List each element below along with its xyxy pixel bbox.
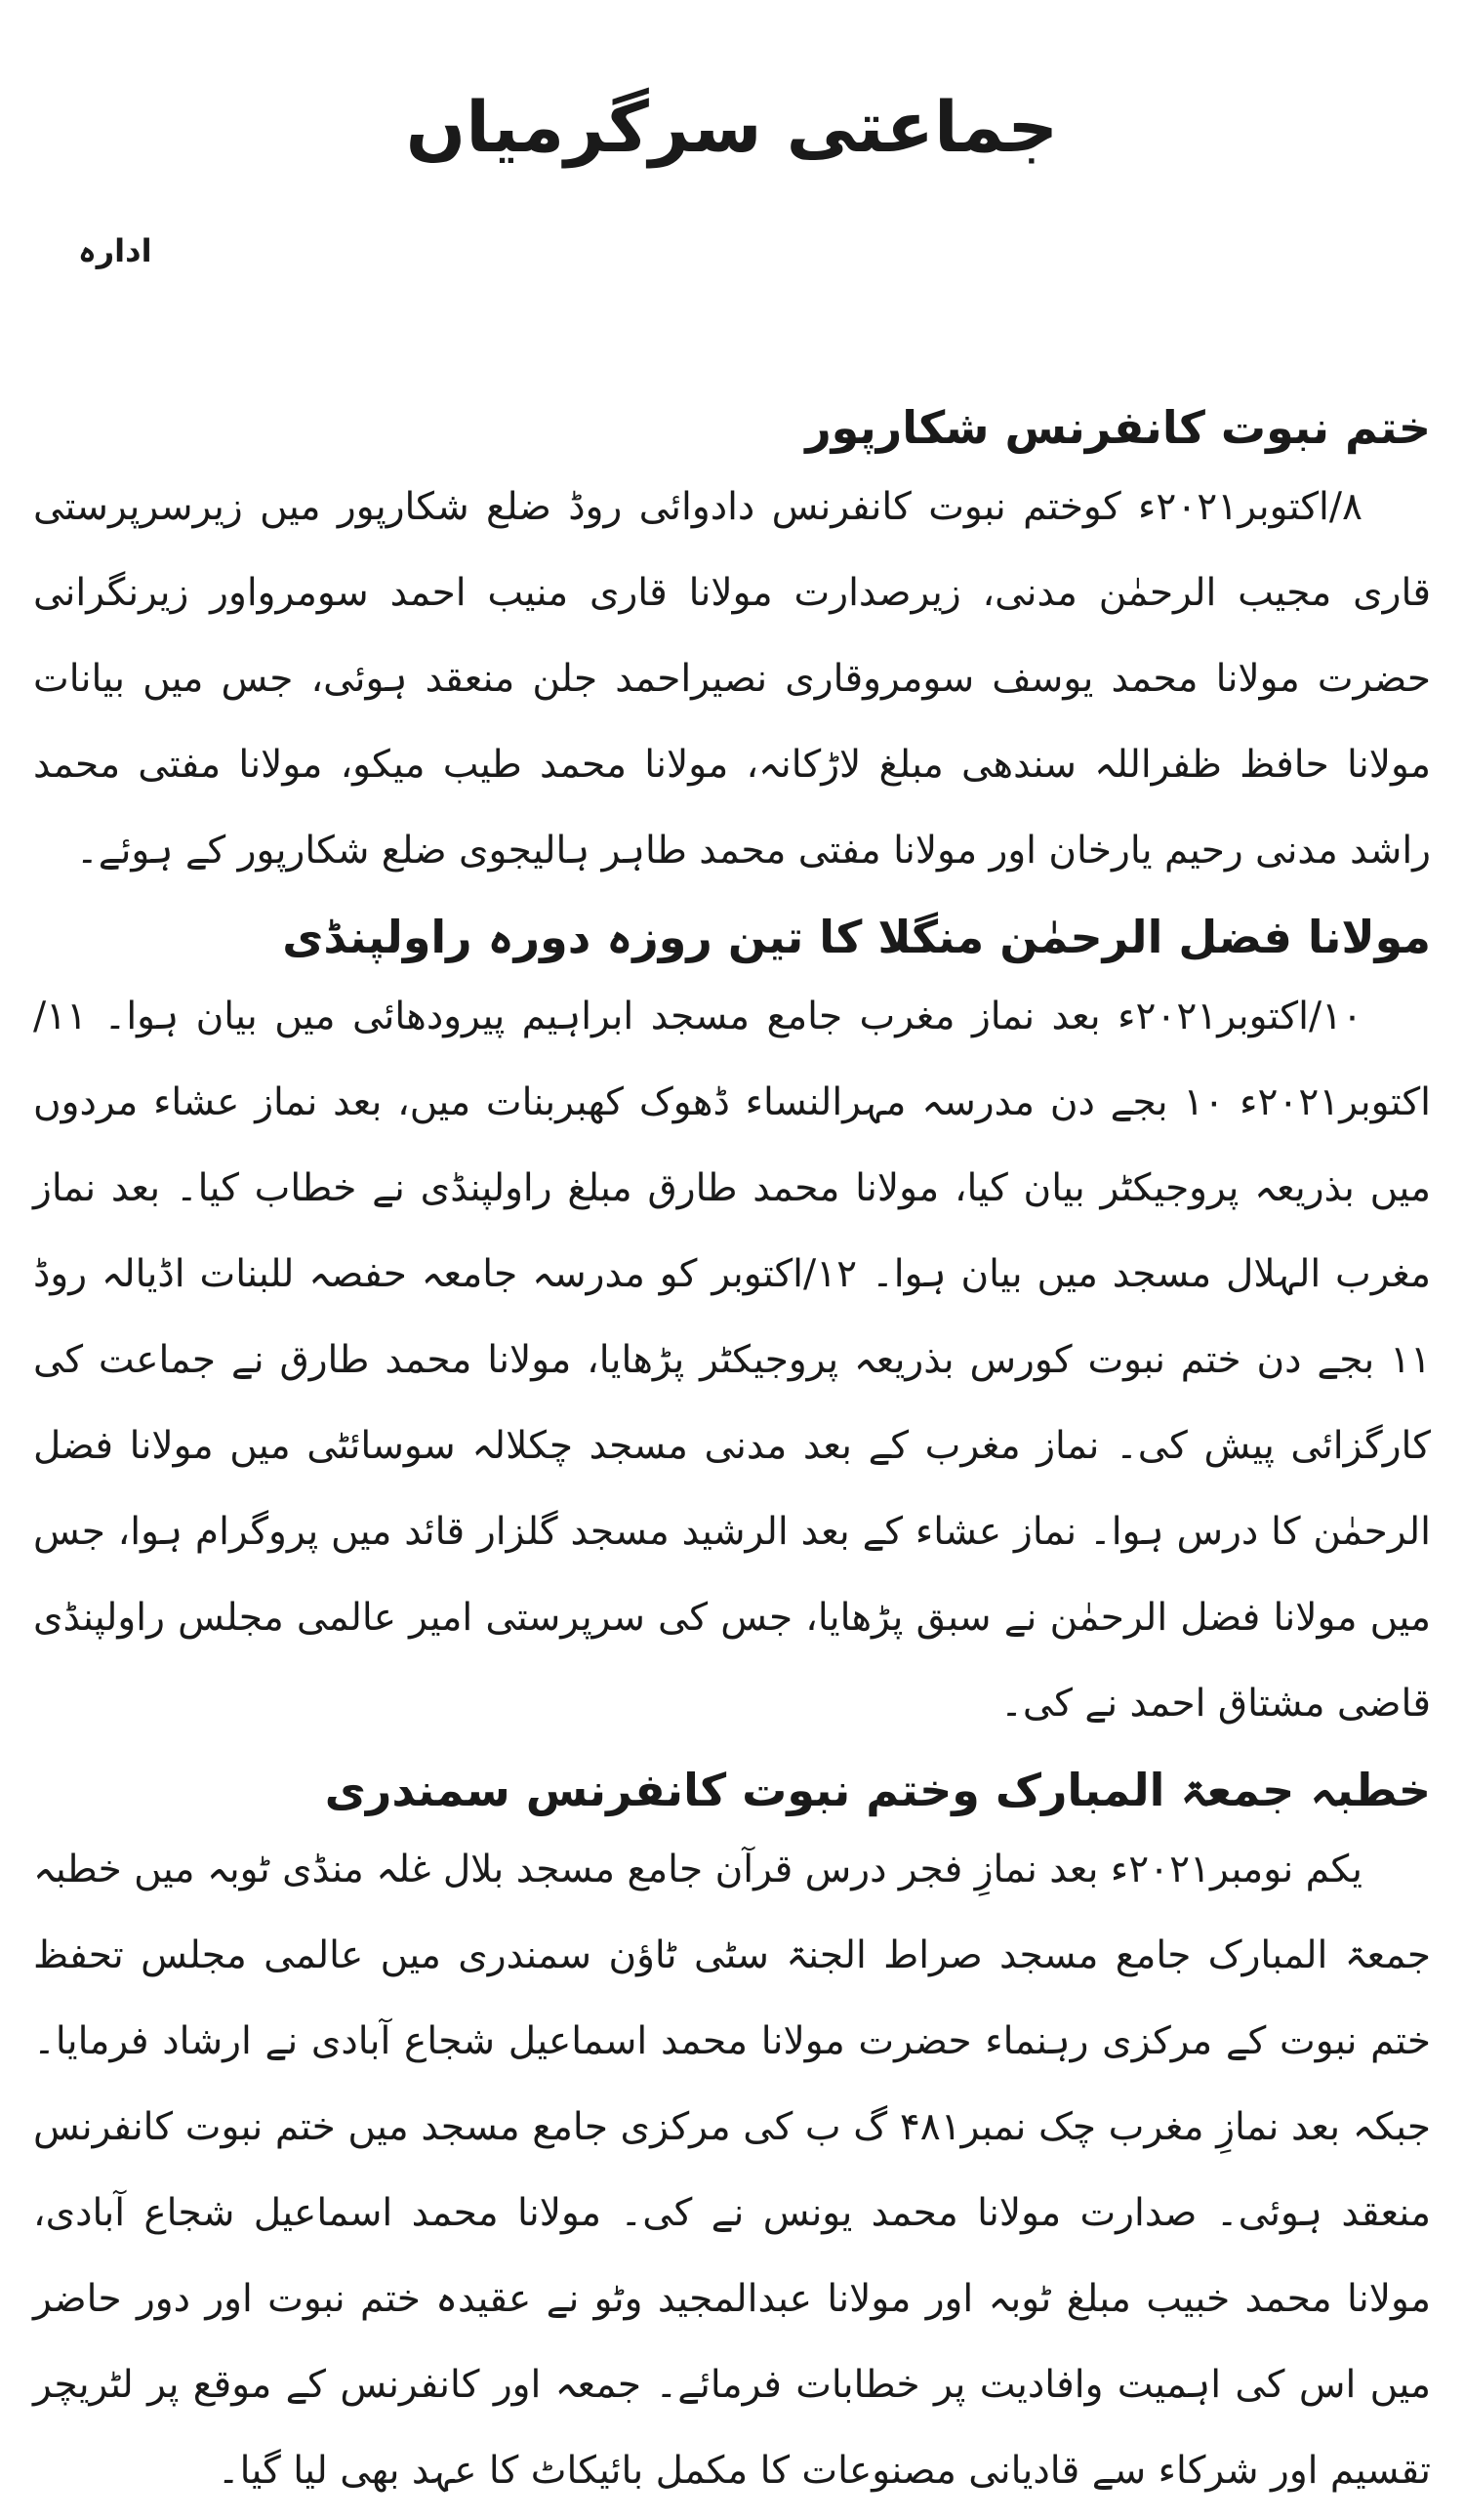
section-rawalpindi	[33, 900, 1431, 1747]
page-title: جماعتی سرگرمیاں	[405, 86, 1059, 168]
section-heading: مولانا فضل الرحمٰن منگلا کا تین روزہ دورہ راولپنڈی	[282, 911, 1431, 963]
section-samundri	[33, 1753, 1431, 2514]
section-paragraph: ۱۰/اکتوبر۲۰۲۱ء بعد نماز مغرب جامع مسجد ابراہیم پیرودھائی میں بیان ہوا۔ ۱۱/اکتوبر۲۰۲۱ء ۱۰ بجے دن مدرسہ مہرالنساء ڈھوک کھبربنات میں، بعد نماز عشاء مردوں میں بذریعہ پروجیکٹر بیان کیا، مولانا محمد طارق مبلغ راولپنڈی نے خطاب کیا۔ بعد نماز مغرب الہلال مسجد میں بیان ہوا۔ ۱۲/اکتوبر کو مدرسہ جامعہ حفصہ للبنات اڈیالہ روڈ ۱۱ بجے دن ختم نبوت کورس بذریعہ پروجیکٹر پڑھایا، مولانا محمد طارق نے جماعت کی کارگزائی پیش کی۔ نماز مغرب کے بعد مدنی مسجد چکلالہ سوسائٹی میں مولانا فضل الرحمٰن کا درس ہوا۔ نماز عشاء کے بعد الرشید مسجد گلزار قائد میں پروگرام ہوا، جس میں مولانا فضل الرحمٰن نے سبق پڑھایا، جس کی سرپرستی امیر عالمی مجلس راولپنڈی قاضی مشتاق احمد نے کی۔	[33, 995, 1431, 1726]
section-paragraph: ۸/اکتوبر۲۰۲۱ء کوختم نبوت کانفرنس دادوائی روڈ ضلع شکارپور میں زیرسرپرستی قاری مجیب الرحمٰن مدنی، زیرصدارت مولانا قاری منیب احمد سومرواور زیرنگرانی حضرت مولانا محمد یوسف سومروقاری نصیراحمد جلن منعقد ہوئی، جس میں بیانات مولانا حافظ ظفراللہ سندھی مبلغ لاڑکانہ، مولانا محمد طیب میکو، مولانا مفتی محمد راشد مدنی رحیم یارخان اور مولانا مفتی محمد طاہر ہالیجوی ضلع شکارپور کے ہوئے۔	[33, 485, 1431, 873]
section-heading: خطبہ جمعۃ المبارک وختم نبوت کانفرنس سمندری	[324, 1764, 1431, 1816]
section-heading: ختم نبوت کانفرنس شکارپور	[805, 401, 1431, 454]
section-shikarpur	[33, 390, 1431, 894]
article-body	[33, 390, 1431, 2520]
author-byline: ادارہ	[78, 232, 152, 269]
section-paragraph: یکم نومبر۲۰۲۱ء بعد نمازِ فجر درس قرآن جامع مسجد بلال غلہ منڈی ٹوبہ میں خطبہ جمعۃ المبارک جامع مسجد صراط الجنۃ سٹی ٹاؤن سمندری میں عالمی مجلس تحفظ ختم نبوت کے مرکزی رہنماء حضرت مولانا محمد اسماعیل شجاع آبادی نے ارشاد فرمایا۔ جبکہ بعد نمازِ مغرب چک نمبر۴۸۱ گ ب کی مرکزی جامع مسجد میں ختم نبوت کانفرنس منعقد ہوئی۔ صدارت مولانا محمد یونس نے کی۔ مولانا محمد اسماعیل شجاع آبادی، مولانا محمد خبیب مبلغ ٹوبہ اور مولانا عبدالمجید وٹو نے عقیدہ ختم نبوت اور دور حاضر میں اس کی اہمیت وافادیت پر خطابات فرمائے۔ جمعہ اور کانفرنس کے موقع پر لٹریچر تقسیم اور شرکاء سے قادیانی مصنوعات کا مکمل بائیکاٹ کا عہد بھی لیا گیا۔	[33, 1848, 1431, 2493]
